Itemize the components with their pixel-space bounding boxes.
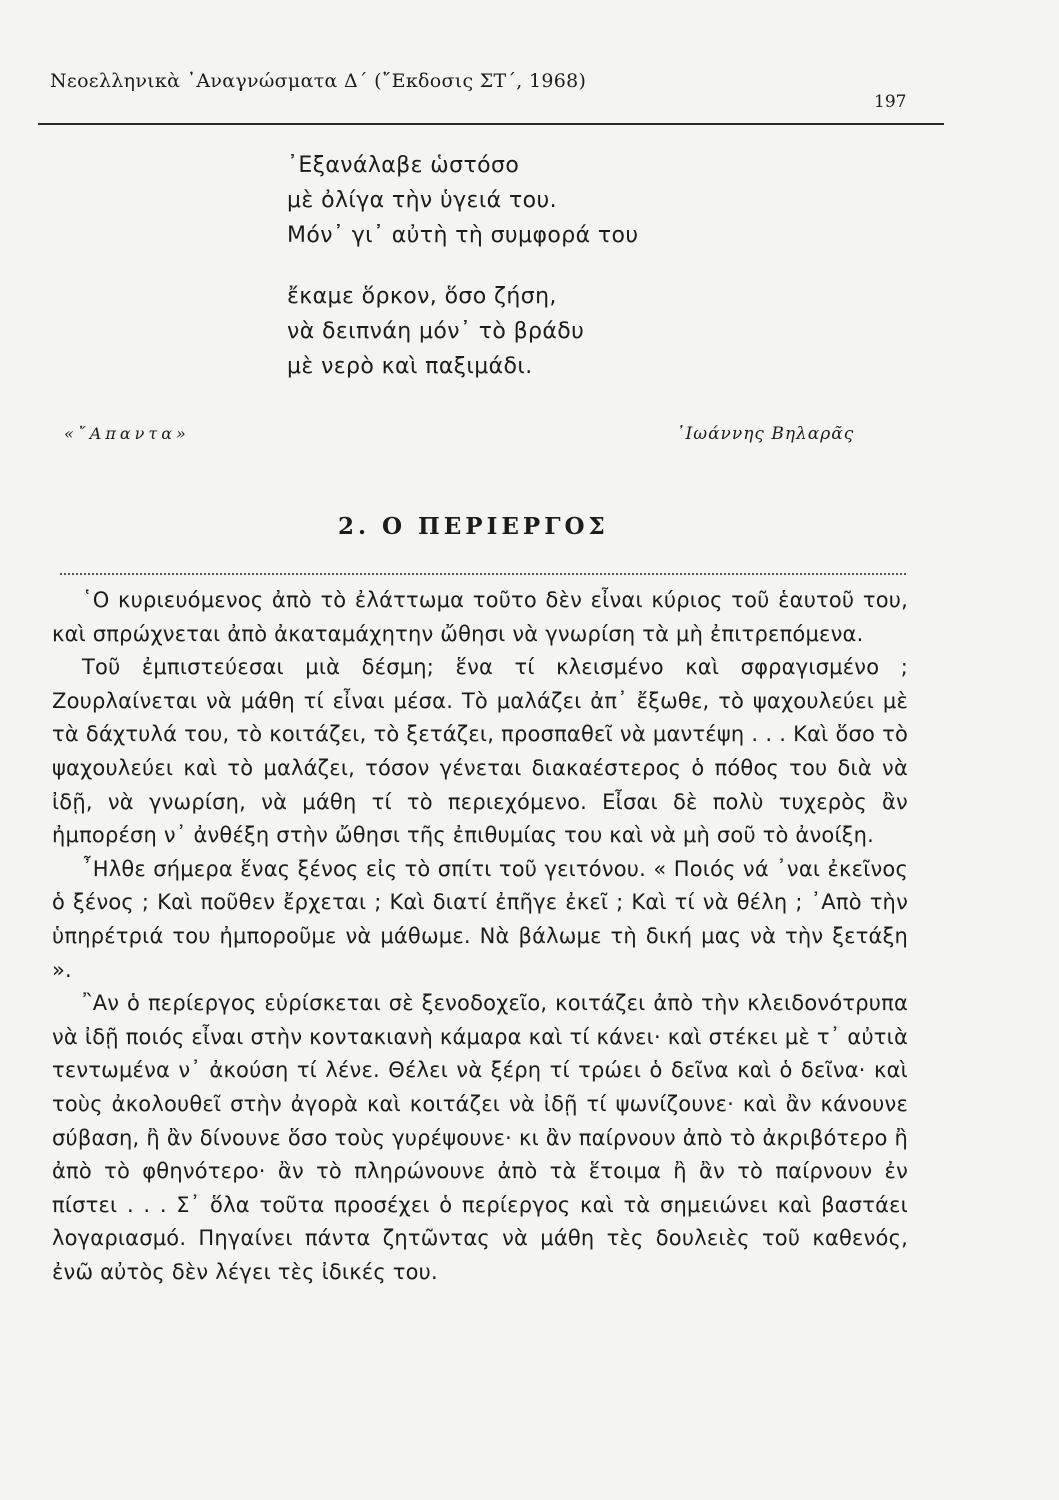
running-head: Νεοελληνικὰ ᾿Αναγνώσματα Δ΄ (῎Εκδοσις ΣΤ΄, 1968)	[50, 70, 587, 92]
section-title: 2. Ο ΠΕΡΙΕΡΓΟΣ	[338, 513, 609, 540]
poem-line: νὰ δειπνάη μόν᾿ τὸ βράδυ	[287, 319, 585, 344]
paragraph: ῾Ο κυριευόμενος ἀπὸ τὸ ἐλάττωμα τοῦτο δὲν εἶναι κύριος τοῦ ἑαυτοῦ του, καὶ σπρώχνεται ἀπὸ ἀκαταμάχητην ὤθησι νὰ γνωρίση τὰ μὴ ἐπιτρεπόμενα.	[52, 588, 908, 646]
poem-line: μὲ ὀλίγα τὴν ὑγειά του.	[287, 188, 557, 213]
poem-author: ᾿Ιωάννης Βηλαρᾶς	[676, 424, 855, 444]
poem-source: «῎Απαντα»	[64, 424, 190, 443]
poem-line: μὲ νερὸ καὶ παξιμάδι.	[287, 354, 533, 379]
poem-line: ᾿Εξανάλαβε ὡστόσο	[287, 153, 520, 178]
poem-line: ἔκαμε ὅρκον, ὅσο ζήση,	[287, 284, 557, 309]
page-number: 197	[874, 92, 907, 112]
body-text	[52, 584, 908, 1289]
stanza-gap	[287, 253, 639, 279]
paragraph: ῏Ηλθε σήμερα ἕνας ξένος εἰς τὸ σπίτι τοῦ γειτόνου. « Ποιός νά ᾿ναι ἐκεῖνος ὁ ξένος ; Καὶ ποῦθεν ἔρχεται ; Καὶ διατί ἐπῆγε ἐκεῖ ; Καὶ τί νὰ θέλη ; ᾿Απὸ τὴν ὑπηρέτριά του ἠμποροῦμε νὰ μάθωμε. Νὰ βάλωμε τὴ δική μας νὰ τὴν ξετάξη ».	[52, 856, 908, 982]
dotted-divider	[60, 573, 906, 575]
paragraph: ῍Αν ὁ περίεργος εὑρίσκεται σὲ ξενοδοχεῖο, κοιτάζει ἀπὸ τὴν κλειδονότρυπα νὰ ἰδῇ ποιός εἶναι στὴν κοντακιανὴ κάμαρα καὶ τί κάνει· καὶ στέκει μὲ τ᾿ αὐτιὰ τεντωμένα ν᾿ ἀκούση τί λένε. Θέλει νὰ ξέρη τί τρώει ὁ δεῖνα καὶ ὁ δεῖνα· καὶ τοὺς ἀκολουθεῖ στὴν ἀγορὰ καὶ κοιτάζει νὰ ἰδῇ τί ψωνίζουνε· καὶ ἂν κάνουνε σύβαση, ἢ ἂν δίνουνε ὅσο τοὺς γυρέψουνε· κι ἂν παίρνουν ἀπὸ τὸ ἀκριβότερο ἢ ἀπὸ τὸ φθηνότερο· ἂν τὸ πληρώνουνε ἀπὸ τὰ ἕτοιμα ἢ ἂν τὸ παίρνουν ἐν πίστει . . . Σ᾿ ὅλα τοῦτα προσέχει ὁ περίεργος καὶ τὰ σημειώνει καὶ βαστάει λογαριασμό. Πηγαίνει πάντα ζητῶντας νὰ μάθη τὲς δουλειὲς τοῦ καθενός, ἐνῶ αὐτὸς δὲν λέγει τὲς ἰδικές του.	[52, 991, 908, 1284]
poem	[287, 148, 639, 384]
poem-line: Μόν᾿ γι᾿ αὐτὴ τὴ συμφορά του	[287, 223, 639, 248]
header-rule	[38, 123, 944, 125]
paragraph: Τοῦ ἐμπιστεύεσαι μιὰ δέσμη; ἕνα τί κλεισμένο καὶ σφραγισμένο ; Ζουρλαίνεται νὰ μάθη τί εἶναι μέσα. Τὸ μαλάζει ἀπ᾿ ἔξωθε, τὸ ψαχουλεύει μὲ τὰ δάχτυλά του, τὸ κοιτάζει, τὸ ξετάζει, προσπαθεῖ νὰ μαντέψη . . . Καὶ ὅσο τὸ ψαχουλεύει καὶ τὸ μαλάζει, τόσον γένεται διακαέστερος ὁ πόθος του διὰ νὰ ἰδῇ, νὰ γνωρίση, νὰ μάθη τί τὸ περιεχόμενο. Εἶσαι δὲ πολὺ τυχερὸς ἂν ἠμπορέση ν᾿ ἀνθέξη στὴν ὤθησι τῆς ἐπιθυμίας του καὶ νὰ μὴ σοῦ τὸ ἀνοίξη.	[52, 655, 908, 848]
